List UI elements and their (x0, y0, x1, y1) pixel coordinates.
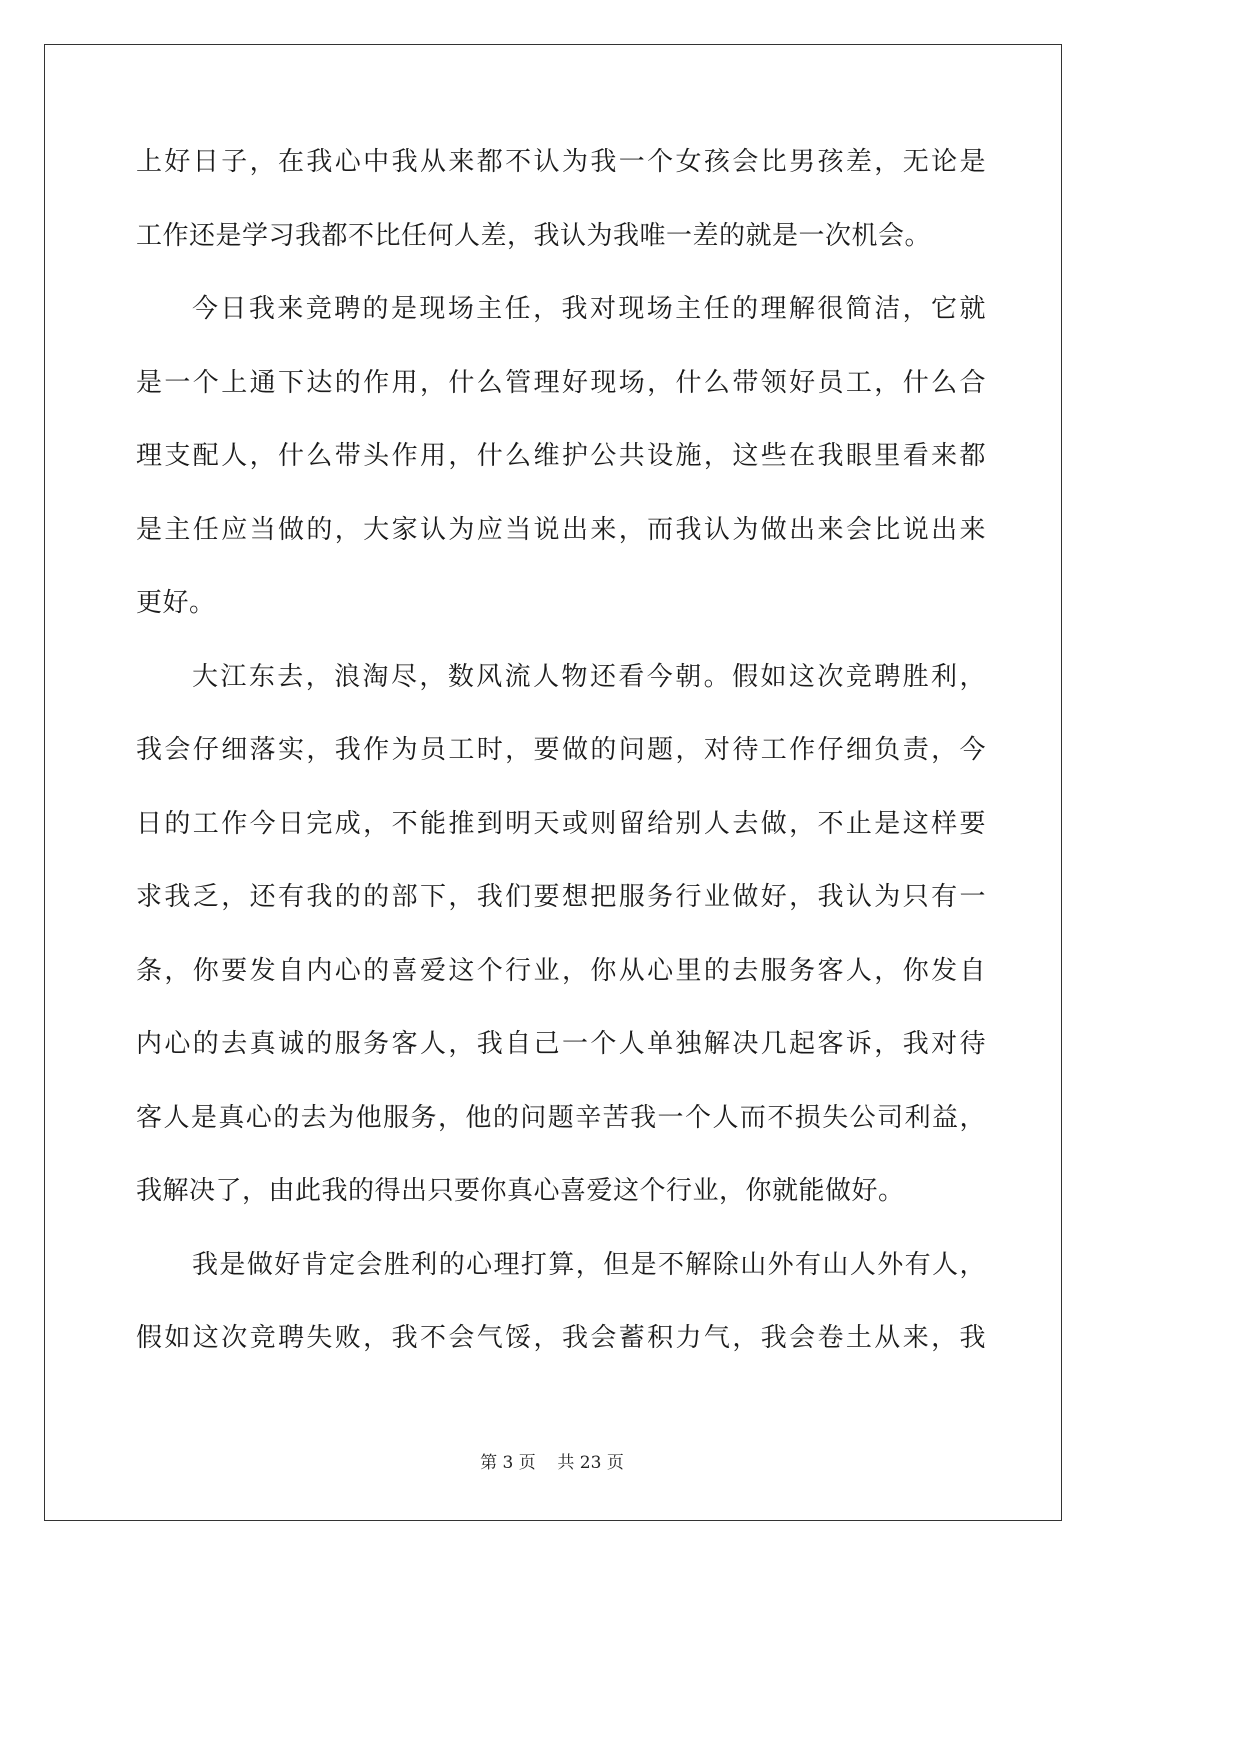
document-body (136, 144, 986, 1394)
text-line: 今日我来竞聘的是现场主任，我对现场主任的理解很简洁，它就 (192, 294, 986, 324)
text-line: 条，你要发自内心的喜爱这个行业，你从心里的去服务客人，你发自 (136, 955, 986, 986)
text-line: 理支配人，什么带头作用，什么维护公共设施，这些在我眼里看来都 (136, 441, 986, 471)
page-footer: 第 3 页 共 23 页 (480, 1453, 624, 1473)
text-line: 我是做好肯定会胜利的心理打算，但是不解除山外有山人外有人， (192, 1249, 986, 1280)
text-line: 是主任应当做的，大家认为应当说出来，而我认为做出来会比说出来 (136, 514, 986, 545)
text-line: 是一个上通下达的作用，什么管理好现场，什么带领好员工，什么合 (136, 367, 986, 398)
text-line: 内心的去真诚的服务客人，我自己一个人单独解决几起客诉，我对待 (136, 1029, 986, 1059)
text-line: 上好日子，在我心中我从来都不认为我一个女孩会比男孩差，无论是 (136, 147, 986, 177)
text-line: 求我乏，还有我的的部下，我们要想把服务行业做好，我认为只有一 (136, 882, 986, 912)
text-line: 日的工作今日完成，不能推到明天或则留给别人去做，不止是这样要 (136, 808, 986, 839)
text-line: 我解决了，由此我的得出只要你真心喜爱这个行业，你就能做好。 (136, 1176, 905, 1206)
text-line: 更好。 (136, 588, 216, 618)
text-line: 我会仔细落实，我作为员工时，要做的问题，对待工作仔细负责，今 (136, 735, 986, 765)
text-line: 客人是真心的去为他服务，他的问题辛苦我一个人而不损失公司利益， (136, 1102, 986, 1133)
text-line: 工作还是学习我都不比任何人差，我认为我唯一差的就是一次机会。 (136, 220, 932, 251)
text-line: 假如这次竞聘失败，我不会气馁，我会蓄积力气，我会卷土从来，我 (136, 1323, 986, 1353)
text-line: 大江东去，浪淘尽，数风流人物还看今朝。假如这次竞聘胜利， (192, 661, 986, 692)
